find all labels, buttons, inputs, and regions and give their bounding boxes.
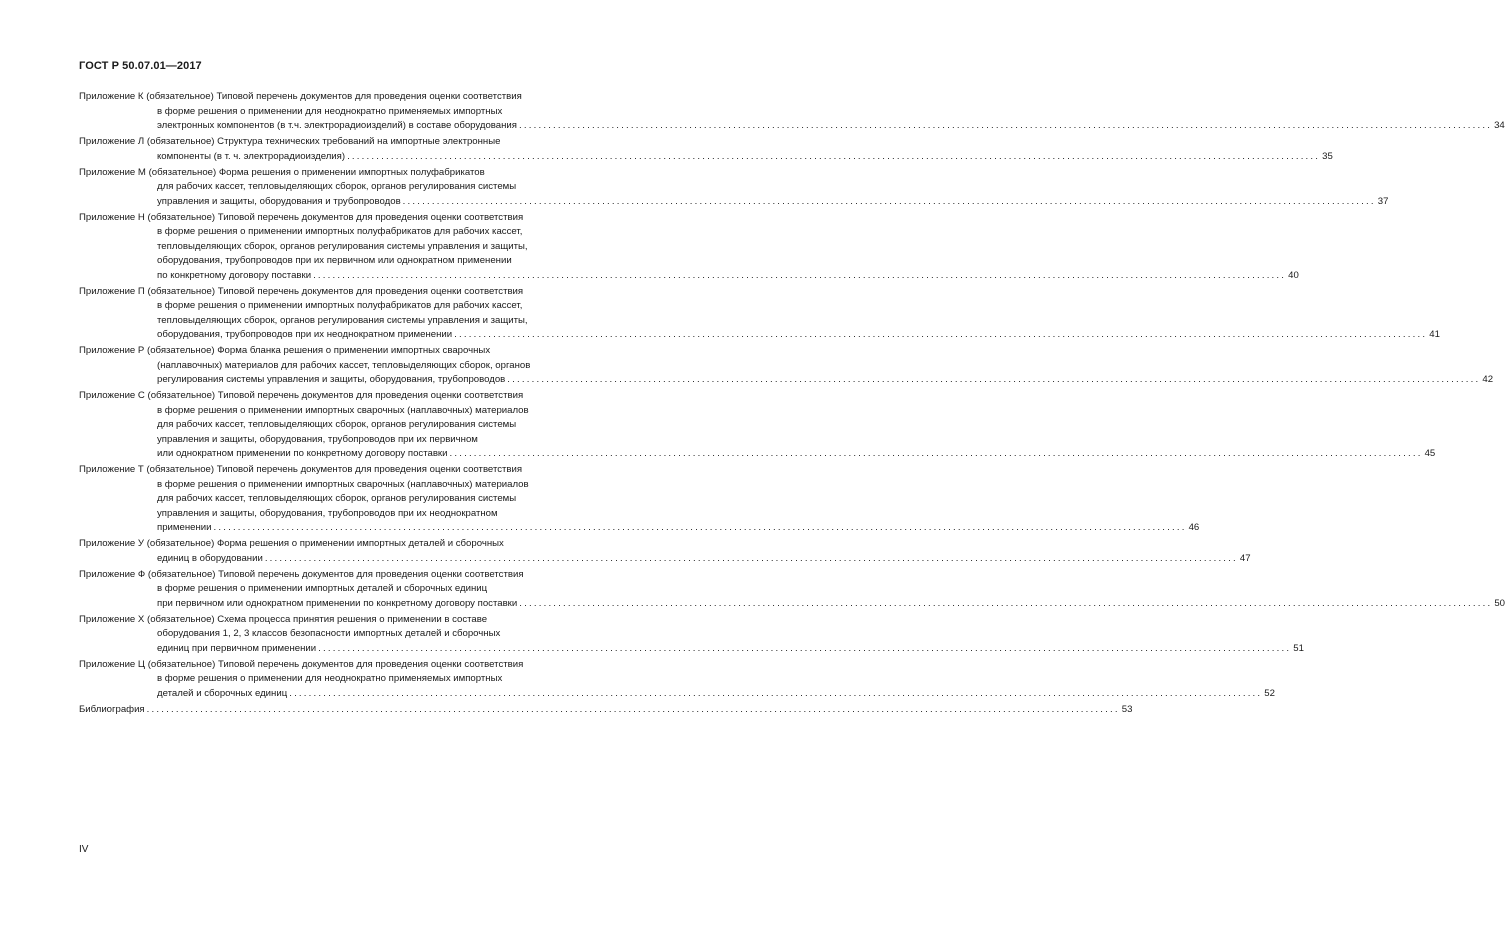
toc-entry[interactable]	[79, 135, 1333, 164]
toc-entry-title-end: деталей и сборочных единиц	[157, 687, 288, 699]
toc-entry-title-end: компоненты (в т. ч. электрорадиоизделия)	[157, 150, 346, 162]
toc-entry-last-line	[79, 328, 1440, 343]
toc-entry-title-end: по конкретному договору поставки	[157, 269, 312, 281]
toc-entry-title-end: или однократном применении по конкретному договору поставки	[157, 448, 448, 459]
toc-entry-last-line	[79, 687, 1275, 702]
toc-page-number: 37	[1377, 195, 1389, 207]
dot-leader: ........................................................................................................................................................................................................	[347, 150, 1321, 162]
toc-entry-line: Приложение М (обязательное) Форма решения о применении импортных полуфабрикатов	[79, 166, 485, 178]
toc-entry-line: для рабочих кассет, тепловыделяющих сборок, органов регулирования системы	[157, 493, 517, 504]
toc-entry-last-line	[79, 521, 1200, 536]
toc-entry-line: Приложение Р (обязательное) Форма бланка решения о применении импортных сварочных	[79, 345, 491, 356]
toc-entry-line: Приложение С (обязательное) Типовой перечень документов для проведения оценки соответствия	[79, 390, 524, 401]
toc-page-number: 35	[1322, 150, 1333, 162]
toc-entry-title-end: оборудования, трубопроводов при их неоднократном применении	[157, 329, 453, 340]
dot-leader: ........................................................................................................................................................................................................	[213, 522, 1187, 533]
toc-entry[interactable]	[79, 285, 1440, 343]
toc-entry[interactable]	[79, 613, 1304, 657]
toc-entry-title-end: управления и защиты, оборудования и трубопроводов	[157, 195, 401, 207]
toc-entry-line: в форме решения о применении импортных сварочных (наплавочных) материалов	[157, 404, 529, 416]
toc-entry-line: управления и защиты, оборудования, трубопроводов при их первичном	[157, 433, 478, 445]
toc-entry-title-end: при первичном или однократном применении по конкретному договору поставки	[157, 597, 518, 609]
toc-page-number: 34	[1494, 120, 1505, 131]
toc-entry-line: в форме решения о применении импортных полуфабрикатов для рабочих кассет,	[157, 300, 523, 311]
toc-entry-line: в форме решения о применении для неоднократно применяемых импортных	[157, 105, 503, 117]
dot-leader: ........................................................................................................................................................................................................	[318, 642, 1292, 654]
toc-entry-line: Приложение Ф (обязательное) Типовой перечень документов для проведения оценки соответствия	[79, 568, 524, 580]
toc-entry-line: в форме решения о применении для неоднократно применяемых импортных	[157, 673, 503, 684]
toc-entry-line: оборудования 1, 2, 3 классов безопасности импортных деталей и сборочных	[157, 628, 501, 639]
toc-entry[interactable]	[79, 389, 1436, 462]
toc-entry[interactable]	[79, 463, 1200, 536]
toc-page-number: 47	[1239, 552, 1251, 564]
toc-entry[interactable]	[79, 658, 1275, 702]
dot-leader: ........................................................................................................................................................................................................	[449, 448, 1423, 459]
toc-page-number: 52	[1264, 687, 1275, 699]
toc-entry-line: тепловыделяющих сборок, органов регулирования системы управления и защиты,	[157, 314, 528, 326]
dot-leader: ........................................................................................................................................................................................................	[507, 374, 1481, 385]
toc-page-number: 46	[1188, 522, 1200, 533]
toc-entry-line: в форме решения о применении импортных сварочных (наплавочных) материалов	[157, 478, 529, 490]
toc-page-number: 41	[1429, 329, 1440, 340]
toc-entry-last-line	[79, 642, 1304, 657]
toc-entry-line: Приложение У (обязательное) Форма решения о применении импортных деталей и сборочных	[79, 538, 504, 549]
table-of-contents	[79, 90, 1505, 719]
toc-entry-line: Приложение Т (обязательное) Типовой перечень документов для проведения оценки соответствия	[79, 464, 523, 475]
toc-entry-title-end: применении	[157, 522, 212, 533]
toc-entry-line: оборудования, трубопроводов при их первичном или однократном применении	[157, 255, 512, 266]
toc-entry-line: тепловыделяющих сборок, органов регулирования системы управления и защиты,	[157, 240, 528, 252]
document-header: ГОСТ Р 50.07.01—2017	[79, 60, 202, 72]
toc-page-number: 53	[1121, 703, 1133, 715]
toc-entry-line: Приложение Л (обязательное) Структура технических требований на импортные электронные	[79, 136, 501, 147]
toc-entry-line: Приложение К (обязательное) Типовой перечень документов для проведения оценки соответствия	[79, 91, 522, 102]
toc-entry-last-line	[79, 447, 1436, 462]
toc-entry[interactable]	[79, 537, 1251, 566]
toc-entry-line: управления и защиты, оборудования, трубопроводов при их неоднократном	[157, 507, 498, 519]
toc-entry-last-line	[79, 373, 1494, 388]
toc-entry[interactable]	[79, 211, 1299, 284]
toc-entry[interactable]	[79, 703, 1133, 718]
dot-leader: ........................................................................................................................................................................................................	[146, 703, 1120, 715]
toc-entry-last-line	[79, 195, 1389, 210]
toc-entry-title-end: электронных компонентов (в т.ч. электрорадиоизделий) в составе оборудования	[157, 120, 517, 131]
dot-leader: ........................................................................................................................................................................................................	[402, 195, 1376, 207]
toc-entry-last-line	[79, 150, 1333, 165]
toc-entry-last-line	[79, 269, 1299, 284]
dot-leader: ........................................................................................................................................................................................................	[313, 269, 1287, 281]
dot-leader: ........................................................................................................................................................................................................	[289, 687, 1263, 699]
toc-entry-last-line	[79, 552, 1251, 567]
toc-entry-title-end: Библиография	[79, 703, 145, 715]
toc-entry-line: Приложение Х (обязательное) Схема процесса принятия решения о применении в составе	[79, 613, 488, 625]
toc-entry-line: для рабочих кассет, тепловыделяющих сборок, органов регулирования системы	[157, 419, 517, 430]
toc-entry[interactable]	[79, 90, 1505, 134]
dot-leader: ........................................................................................................................................................................................................	[519, 597, 1493, 609]
toc-entry-last-line	[79, 597, 1505, 612]
toc-page-number: 40	[1288, 269, 1299, 281]
toc-entry-title-end: регулирования системы управления и защиты, оборудования, трубопроводов	[157, 374, 506, 385]
toc-entry-line: в форме решения о применении импортных деталей и сборочных единиц	[157, 583, 488, 594]
toc-entry-line: Приложение П (обязательное) Типовой перечень документов для проведения оценки соответствия	[79, 285, 524, 297]
toc-entry-title-end: единиц в оборудовании	[157, 552, 263, 564]
toc-entry-line: Приложение Н (обязательное) Типовой перечень документов для проведения оценки соответствия	[79, 211, 524, 223]
toc-page-number: 50	[1494, 597, 1505, 609]
dot-leader: ........................................................................................................................................................................................................	[264, 552, 1238, 564]
toc-entry-line: (наплавочных) материалов для рабочих кассет, тепловыделяющих сборок, органов	[157, 359, 531, 371]
toc-entry[interactable]	[79, 344, 1494, 388]
toc-entry-last-line	[79, 703, 1133, 718]
dot-leader: ........................................................................................................................................................................................................	[454, 329, 1428, 340]
toc-page-number: 51	[1293, 642, 1304, 654]
toc-entry[interactable]	[79, 166, 1389, 210]
toc-entry-line: для рабочих кассет, тепловыделяющих сборок, органов регулирования системы	[157, 181, 517, 192]
toc-entry-line: в форме решения о применении импортных полуфабрикатов для рабочих кассет,	[157, 226, 523, 237]
page-number: IV	[79, 844, 89, 855]
toc-entry[interactable]	[79, 568, 1505, 612]
toc-entry-line: Приложение Ц (обязательное) Типовой перечень документов для проведения оценки соответствия	[79, 658, 524, 670]
toc-page-number: 45	[1424, 448, 1436, 459]
dot-leader: ........................................................................................................................................................................................................	[519, 120, 1493, 131]
toc-entry-last-line	[79, 119, 1505, 134]
toc-entry-title-end: единиц при первичном применении	[157, 642, 317, 654]
toc-page-number: 42	[1482, 374, 1494, 385]
